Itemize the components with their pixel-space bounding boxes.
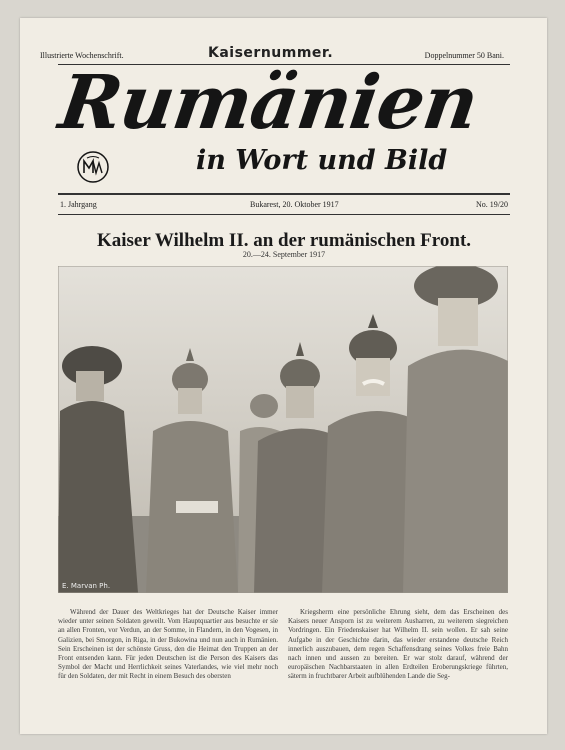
header-right: Doppelnummer 50 Bani. [424,51,504,60]
issue-number: No. 19/20 [476,200,508,209]
soldiers-photo-illustration [58,266,508,593]
article-dates: 20.—24. September 1917 [242,250,326,259]
header-center: Kaisernummer. [208,45,334,61]
header-left: Illustrierte Wochenschrift. [40,51,124,60]
article-column-right: Kriegsherrn eine persönliche Ehrung sieht, dem das Erscheinen des Kaisers neuer Ansporn ist zu weiterem Ausharren, zu weiterem siegreichen Vordringen. Ein Friedenskaiser hat Wilhelm II. sein wollen. Er sah seine Aufgabe in der Geschichte darin, das wieder erstandene deutsche Reich innerlich auszubauen, dem regen Schaffensdrang seines Volkes freie Bahn nach innen und aussen zu bereiten. Er war stolz darauf, während der europäischen Nachbarstaaten in allen Erdteilen Eroberungskriege führten, säterm in fruchtbarer Arbeit aufblühenden Lande die Seg- [288,608,508,681]
volume-label: 1. Jahrgang [60,200,97,209]
masthead-rule-top [58,193,510,195]
mwr-monogram-logo-icon [76,150,110,184]
issue-info [58,200,510,212]
place-date: Bukarest, 20. Oktober 1917 [250,200,339,209]
photo-credit: E. Marvan Ph. [62,582,111,590]
masthead-subtitle: in Wort und Bild [196,145,448,176]
masthead-rule-bottom [58,214,510,215]
article-column-left: Während der Dauer des Weltkrieges hat der Deutsche Kaiser immer wieder unter seinen Soldaten geweilt. Vom Hauptquartier aus besuchte er sie an allen Fronten, vor Verdun, an der Somme, in Flandern, in den Vogesen, in Galizien, bei Smorgon, in Riga, in der Bukowina und nun auch in Rumänien. Sein Erscheinen ist der schönste Gruss, den die Heimat den Truppen an der Front entsenden kann. Für jeden Deutschen ist die Person des Kaisers das Symbol der Macht und Herrlichkeit seines Vaterlandes, wie viel mehr noch für den Soldaten, der mit Recht in einem Besuch des obersten [58,608,278,681]
masthead-title: Rumänien [54,60,483,146]
article-photo [58,266,508,593]
article-headline: Kaiser Wilhelm II. an der rumänischen Front. [96,230,472,251]
